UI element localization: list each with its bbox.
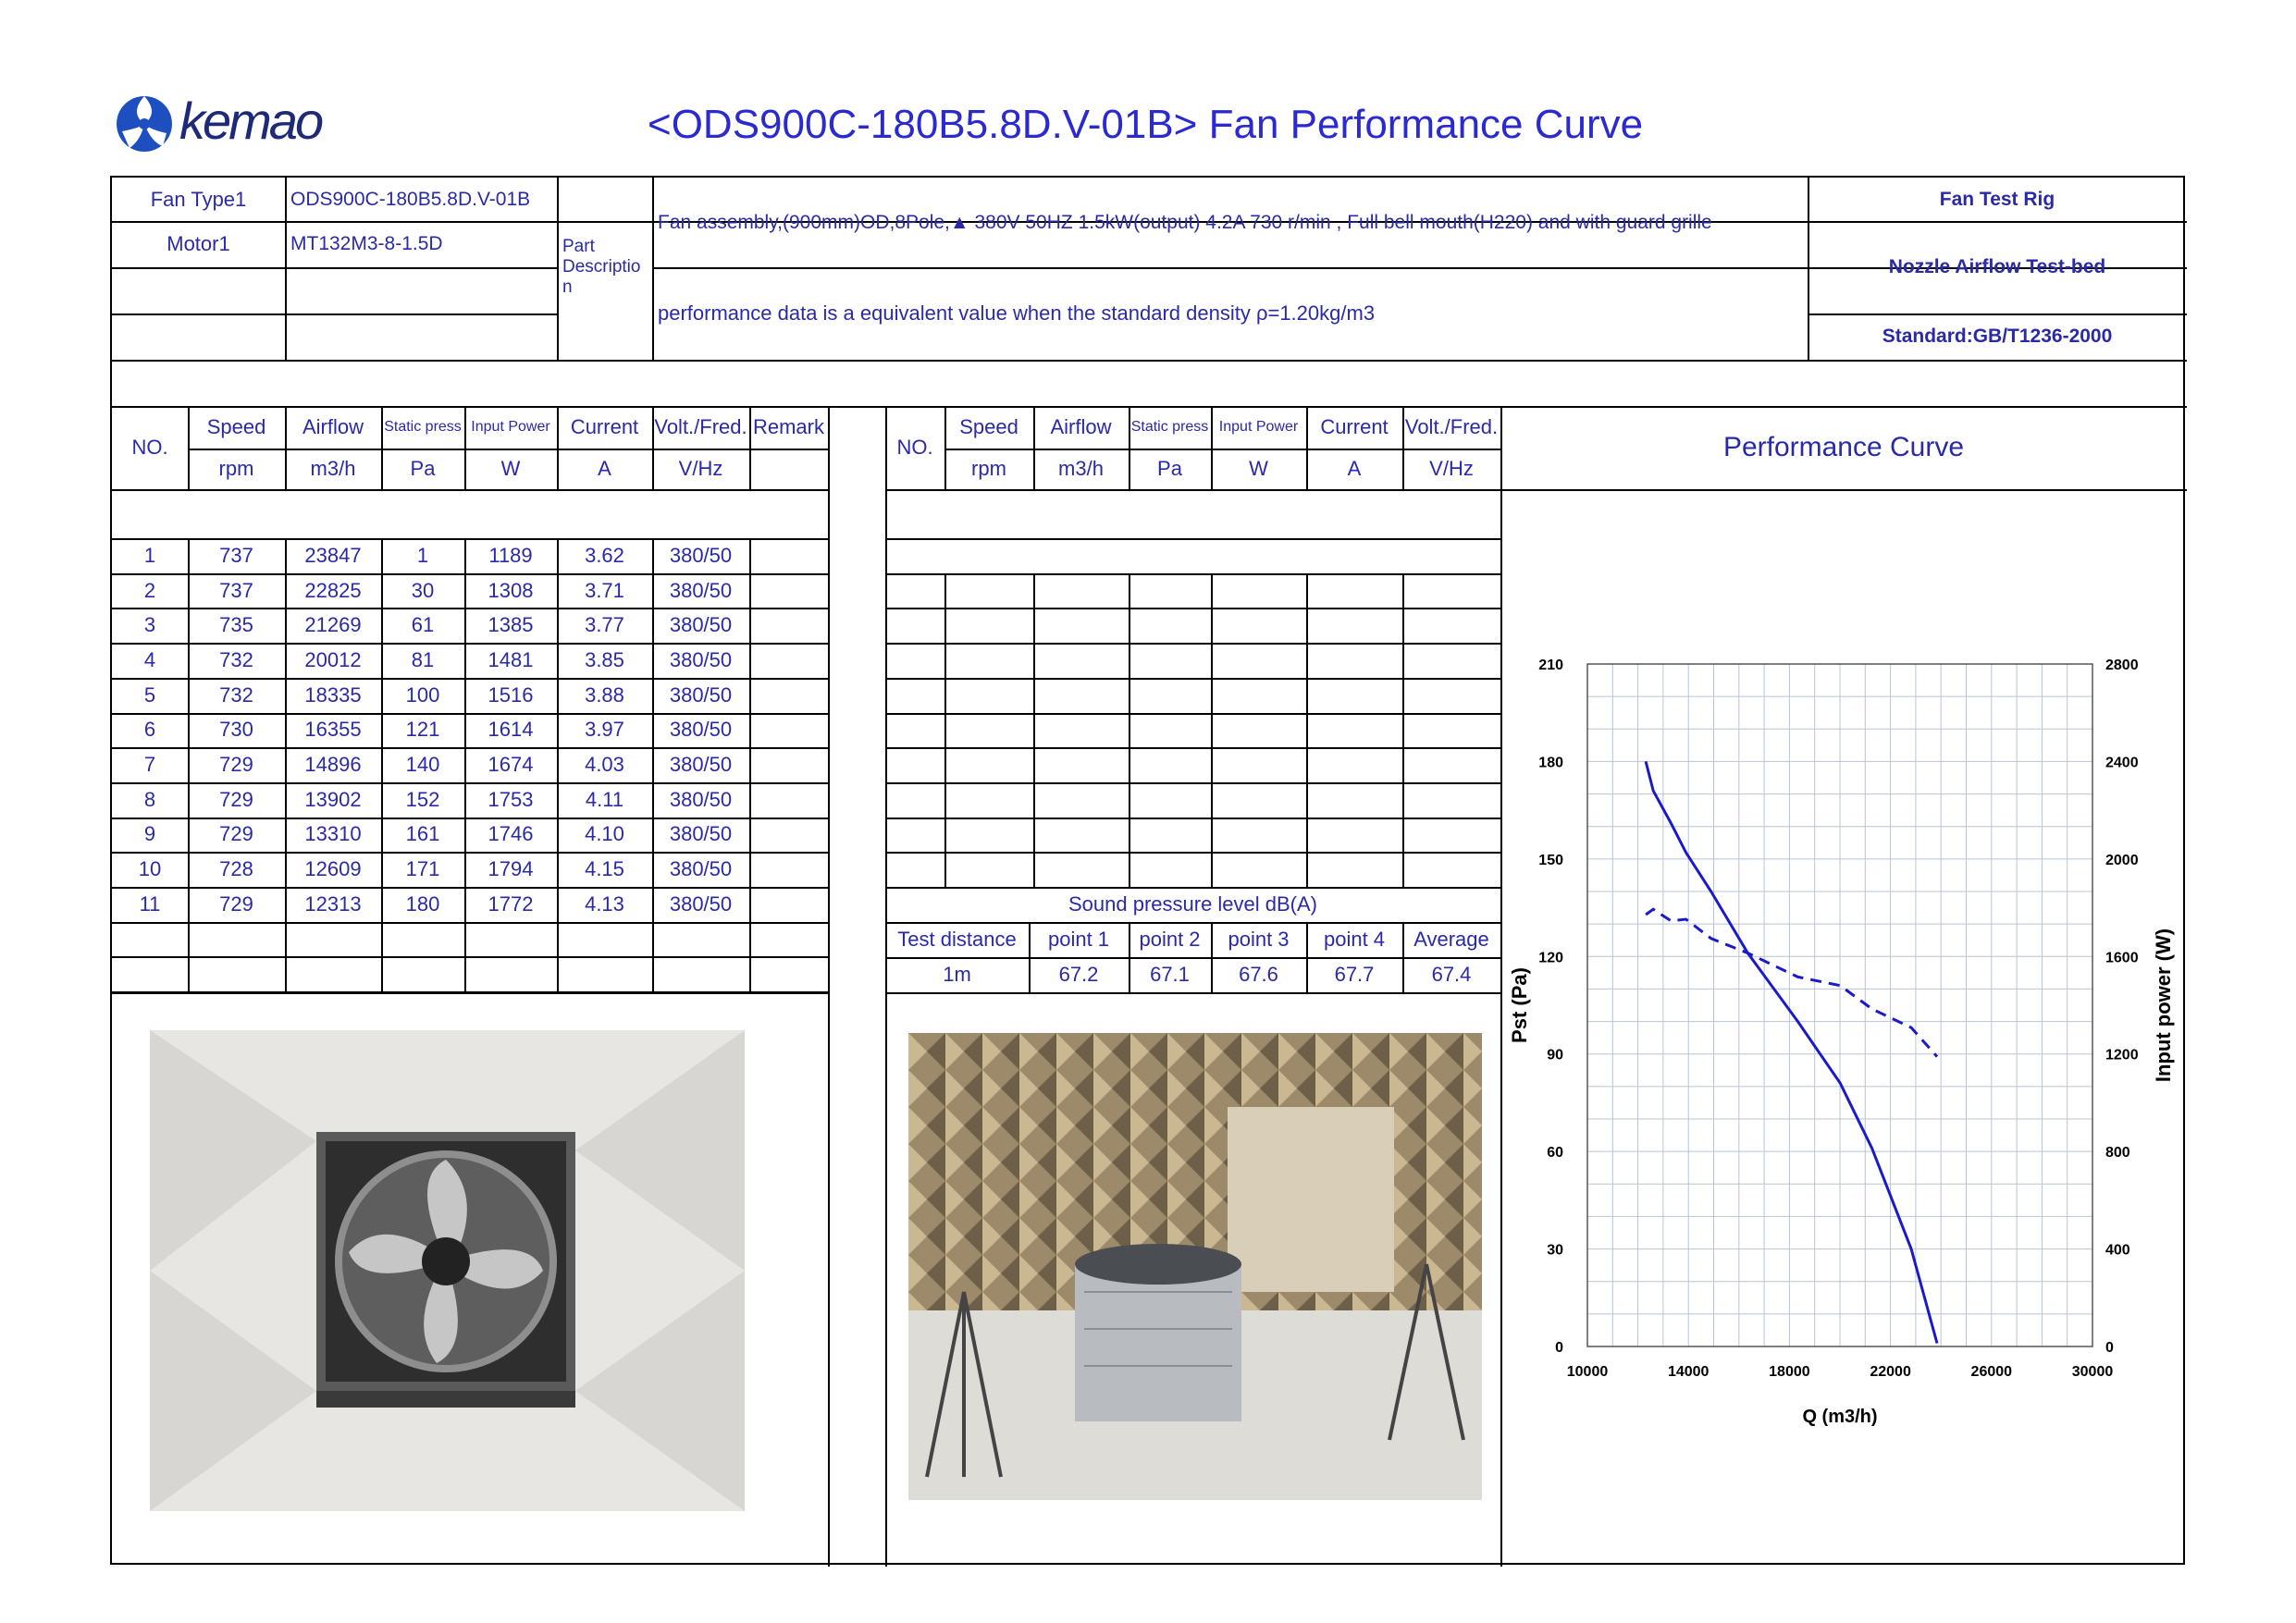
grid-line [188, 956, 190, 991]
table-cell: 729 [219, 753, 253, 777]
motor-value: MT132M3-8-1.5D [290, 233, 443, 254]
grid-line [112, 360, 2187, 362]
grid-line [828, 887, 830, 922]
grid-line [749, 782, 751, 818]
grid-line [1306, 782, 1308, 818]
table-cell: 380/50 [669, 578, 733, 602]
grid-line [1306, 852, 1308, 887]
table-cell: 730 [219, 718, 253, 742]
grid-line [381, 956, 383, 991]
y2-tick-label: 2400 [2105, 755, 2139, 771]
th-3: Static press [384, 419, 462, 435]
page-title: <ODS900C-180B5.8D.V-01B> Fan Performance Curve [648, 102, 1644, 147]
grid-line [1033, 678, 1035, 713]
table-cell: 1308 [488, 578, 534, 602]
grid-line [557, 922, 559, 956]
performance-curve-title: Performance Curve [1722, 432, 1965, 462]
table-cell: 1794 [488, 857, 534, 881]
table-cell: 61 [411, 613, 435, 637]
grid-line [828, 922, 830, 956]
grid-line [1402, 747, 1404, 782]
th-unit-0: rpm [218, 457, 254, 480]
table-cell: 4.10 [585, 822, 624, 846]
grid-line [944, 573, 946, 608]
table-cell: 1189 [488, 543, 533, 567]
th2-unit-0: rpm [971, 457, 1006, 480]
grid-line [1402, 643, 1404, 678]
grid-line [1211, 818, 1213, 852]
th-6: Volt./Fred. [654, 415, 747, 438]
th2-4: Input Power [1218, 419, 1299, 435]
series-line-0 [1646, 761, 1937, 1343]
y2-tick-label: 2800 [2105, 658, 2139, 673]
grid-line [285, 922, 287, 956]
sound-value: 67.4 [1431, 963, 1472, 986]
part-description-2: performance data is a equivalent value when the standard density ρ=1.20kg/m3 [658, 301, 1376, 325]
table-cell: 16355 [304, 718, 362, 742]
grid-line [944, 852, 946, 887]
grid-line [1033, 782, 1035, 818]
table-cell: 11 [139, 891, 161, 916]
table-cell: 12313 [304, 891, 362, 916]
table-cell: 1481 [488, 647, 534, 671]
grid-line [749, 643, 751, 678]
table-cell: 380/50 [669, 647, 733, 671]
y2-tick-label: 800 [2105, 1145, 2130, 1162]
grid-line [652, 956, 654, 991]
grid-line [1402, 852, 1404, 887]
grid-line [828, 643, 830, 678]
grid-line [749, 922, 751, 956]
grid-line [828, 608, 830, 643]
x-tick-label: 30000 [2071, 1364, 2114, 1380]
table-cell: 729 [219, 822, 253, 846]
part-description-1: Fan assembly,(900mm)OD,8Pole,▲ 380V 50HZ 1.5kW(output) 4.2A 730 r/min , Full bell mouth(H220) and with guard grille [658, 211, 1712, 233]
table-cell: 3 [143, 613, 156, 637]
table-cell: 30 [411, 578, 435, 602]
grid-line [1306, 678, 1308, 713]
grid-line [285, 956, 287, 991]
grid-line [749, 608, 751, 643]
table-cell: 735 [219, 613, 253, 637]
grid-line [1211, 678, 1213, 713]
grid-line [464, 922, 466, 956]
sound-title: Sound pressure level dB(A) [1068, 892, 1318, 916]
grid-line [885, 818, 1500, 819]
table-cell: 380/50 [669, 682, 733, 707]
motor-label: Motor1 [167, 232, 230, 255]
grid-line [944, 608, 946, 643]
grid-line [1129, 678, 1130, 713]
sound-header: point 3 [1228, 928, 1290, 951]
fan-type-label: Fan Type1 [150, 187, 247, 211]
table-cell: 380/50 [669, 543, 733, 567]
table-cell: 21269 [304, 613, 362, 637]
x-tick-label: 14000 [1667, 1364, 1710, 1380]
grid-line [1129, 852, 1130, 887]
table-cell: 380/50 [669, 822, 733, 846]
table-cell: 14896 [304, 753, 362, 777]
table-cell: 380/50 [669, 891, 733, 916]
table-cell: 3.77 [585, 613, 624, 637]
grid-line [1129, 747, 1130, 782]
table-cell: 380/50 [669, 753, 733, 777]
grid-line [749, 538, 751, 573]
x-axis-label: Q (m3/h) [1802, 1407, 1878, 1427]
anechoic-chamber-photo [908, 1033, 1482, 1500]
grid-line [1129, 713, 1130, 747]
grid-line [1033, 818, 1035, 852]
table-cell: 13902 [304, 787, 362, 811]
grid-line [1306, 608, 1308, 643]
grid-line [944, 782, 946, 818]
grid-line [1306, 573, 1308, 608]
table-cell: 3.71 [585, 578, 624, 602]
grid-line [1211, 573, 1213, 608]
sound-header: point 1 [1047, 928, 1110, 951]
table-cell: 18335 [304, 682, 362, 707]
grid-line [828, 956, 830, 991]
y-tick-label: 150 [1538, 852, 1563, 868]
grid-line [1129, 818, 1130, 852]
grid-line [1033, 713, 1035, 747]
grid-line [1033, 747, 1035, 782]
table-cell: 737 [219, 578, 253, 602]
logo-text: kemao [179, 92, 322, 150]
table-cell: 140 [405, 753, 440, 777]
table-cell: 732 [219, 647, 253, 671]
sound-header: point 4 [1323, 928, 1386, 951]
y2-tick-label: 1600 [2105, 950, 2139, 966]
performance-chart [1500, 640, 2203, 1472]
grid-line [828, 713, 830, 747]
grid-line [1211, 747, 1213, 782]
grid-line [1033, 643, 1035, 678]
th2-unit-5: V/Hz [1429, 457, 1474, 480]
table-cell: 12609 [304, 857, 362, 881]
grid-line [885, 852, 1500, 854]
grid-line [944, 818, 946, 852]
th-7: Remark [752, 415, 824, 438]
grid-line [1211, 608, 1213, 643]
table-cell: 1516 [488, 682, 534, 707]
grid-line [749, 956, 751, 991]
sound-value: 67.1 [1150, 963, 1190, 986]
grid-line [749, 887, 751, 922]
table-cell: 23847 [304, 543, 362, 567]
table-cell: 1 [143, 543, 156, 567]
grid-line [1129, 608, 1130, 643]
table-cell: 4.13 [585, 891, 624, 916]
grid-line [885, 992, 1500, 994]
grid-line [749, 678, 751, 713]
table-cell: 737 [219, 543, 253, 567]
table-cell: 1674 [488, 753, 534, 777]
th2-2: Airflow [1050, 415, 1112, 438]
y2-tick-label: 400 [2105, 1242, 2130, 1259]
y-tick-label: 210 [1538, 658, 1563, 673]
table-cell: 22825 [304, 578, 362, 602]
grid-line [828, 818, 830, 852]
grid-line [112, 267, 557, 269]
table-cell: 9 [143, 822, 156, 846]
table-cell: 1772 [488, 891, 534, 916]
grid-line [1306, 713, 1308, 747]
y-tick-label: 30 [1547, 1242, 1563, 1259]
th2-unit-1: m3/h [1058, 457, 1104, 480]
fan-type-value: ODS900C-180B5.8D.V-01B [290, 188, 531, 210]
grid-line [749, 818, 751, 852]
table-cell: 161 [405, 822, 440, 846]
table-cell: 3.88 [585, 682, 624, 707]
th2-unit-3: W [1249, 457, 1268, 480]
test-rig-label: Fan Test Rig [1939, 188, 2055, 210]
test-rig-value: Nozzle Airflow Test-bed [1888, 256, 2106, 277]
table-cell: 380/50 [669, 613, 733, 637]
grid-line [1402, 818, 1404, 852]
table-cell: 7 [143, 753, 156, 777]
grid-line [1211, 852, 1213, 887]
grid-line [944, 747, 946, 782]
grid-line [1211, 713, 1213, 747]
table-cell: 4.15 [585, 857, 624, 881]
th2-3: Static press [1130, 419, 1209, 435]
grid-line [885, 747, 1500, 749]
table-cell: 732 [219, 682, 253, 707]
grid-line [885, 643, 1500, 645]
th-unit-3: W [500, 457, 521, 480]
th-1: Speed [206, 415, 266, 438]
table-cell: 1385 [488, 613, 534, 637]
grid-line [944, 678, 946, 713]
y2-axis-label: Input power (W) [2152, 928, 2175, 1083]
grid-line [1129, 573, 1130, 608]
grid-line [749, 573, 751, 608]
table-cell: 1753 [488, 787, 534, 811]
table-cell: 152 [405, 787, 440, 811]
grid-line [828, 747, 830, 782]
grid-line [828, 678, 830, 713]
grid-line [464, 956, 466, 991]
grid-line [1033, 852, 1035, 887]
data-sheet [110, 176, 2185, 1565]
grid-line [1306, 818, 1308, 852]
grid-line [1129, 782, 1130, 818]
th-unit-1: m3/h [310, 457, 356, 480]
x-tick-label: 10000 [1566, 1364, 1609, 1380]
grid-line [749, 852, 751, 887]
sound-header: Average [1413, 928, 1489, 951]
y-tick-label: 60 [1547, 1145, 1563, 1162]
th2-unit-4: A [1347, 457, 1362, 480]
fan-photo [150, 1030, 745, 1511]
table-cell: 81 [411, 647, 435, 671]
th2-unit-2: Pa [1157, 457, 1182, 480]
table-cell: 3.85 [585, 647, 624, 671]
sound-value: 1m [943, 963, 971, 986]
kemao-logo-mark-icon [113, 85, 178, 159]
grid-line [1402, 713, 1404, 747]
grid-line [944, 643, 946, 678]
th-unit-5: V/Hz [678, 457, 723, 480]
x-tick-label: 26000 [1970, 1364, 2013, 1380]
table-cell: 380/50 [669, 787, 733, 811]
grid-line [1211, 643, 1213, 678]
sound-value: 67.2 [1058, 963, 1099, 986]
table-cell: 2 [143, 578, 156, 602]
table-cell: 13310 [304, 822, 362, 846]
y-tick-label: 180 [1538, 755, 1563, 771]
grid-line [1402, 782, 1404, 818]
table-cell: 4.11 [585, 787, 624, 811]
th2-no: NO. [896, 436, 933, 459]
part-description-label: Part Descriptio n [562, 237, 641, 297]
table-cell: 1746 [488, 822, 534, 846]
sound-header: point 2 [1139, 928, 1201, 951]
th-no: NO. [131, 436, 168, 459]
table-cell: 171 [405, 857, 440, 881]
grid-line [1402, 573, 1404, 608]
grid-line [885, 489, 2187, 491]
grid-line [749, 713, 751, 747]
table-cell: 4 [143, 647, 156, 671]
table-cell: 3.62 [585, 543, 624, 567]
y-tick-label: 90 [1547, 1047, 1563, 1064]
table-cell: 728 [219, 857, 253, 881]
grid-line [112, 956, 828, 958]
th2-6: Volt./Fred. [1404, 415, 1499, 438]
grid-line [1306, 643, 1308, 678]
grid-line [557, 956, 559, 991]
grid-line [885, 713, 1500, 715]
grid-line [112, 314, 557, 315]
table-cell: 20012 [304, 647, 362, 671]
table-cell: 100 [405, 682, 440, 707]
grid-line [1306, 747, 1308, 782]
table-cell: 5 [143, 682, 156, 707]
kemao-logo [113, 85, 353, 168]
grid-line [885, 538, 1500, 540]
x-tick-label: 22000 [1870, 1364, 1911, 1380]
table-cell: 10 [138, 857, 162, 881]
table-cell: 380/50 [669, 857, 733, 881]
grid-line [749, 747, 751, 782]
table-cell: 4.03 [585, 753, 624, 777]
y-axis-label: Pst (Pa) [1508, 967, 1531, 1043]
grid-line [1129, 643, 1130, 678]
grid-line [112, 922, 828, 924]
grid-line [828, 782, 830, 818]
grid-line [828, 573, 830, 608]
grid-line [652, 922, 654, 956]
y2-tick-label: 0 [2105, 1340, 2114, 1356]
table-cell: 1614 [488, 718, 534, 742]
th2-1: Speed [959, 415, 1018, 438]
table-cell: 3.97 [585, 718, 624, 742]
grid-line [112, 489, 828, 491]
th-2: Airflow [302, 415, 364, 438]
grid-line [885, 573, 1500, 575]
grid-line [1402, 608, 1404, 643]
grid-line [112, 992, 828, 994]
standard-label: Standard:GB/T1236-2000 [1882, 326, 2113, 347]
table-cell: 1 [416, 543, 429, 567]
th-5: Current [570, 415, 639, 438]
table-cell: 121 [405, 718, 440, 742]
grid-line [1033, 573, 1035, 608]
grid-line [885, 608, 1500, 609]
y-tick-label: 0 [1555, 1340, 1563, 1356]
th-4: Input Power [471, 419, 550, 435]
y2-tick-label: 2000 [2105, 852, 2139, 868]
grid-line [944, 713, 946, 747]
grid-line [885, 782, 1500, 784]
th-unit-2: Pa [410, 457, 436, 480]
grid-line [381, 922, 383, 956]
grid-line [828, 538, 830, 573]
sound-header: Test distance [897, 928, 1017, 951]
grid-line [1033, 608, 1035, 643]
grid-line [188, 922, 190, 956]
y-tick-label: 120 [1538, 950, 1563, 966]
series-line-1 [1646, 909, 1937, 1056]
table-cell: 6 [143, 718, 156, 742]
y2-tick-label: 1200 [2105, 1047, 2139, 1064]
table-cell: 729 [219, 891, 253, 916]
grid-line [885, 678, 1500, 680]
th-unit-4: A [598, 457, 611, 480]
x-tick-label: 18000 [1769, 1364, 1810, 1380]
table-cell: 380/50 [669, 718, 733, 742]
grid-line [1402, 678, 1404, 713]
sound-value: 67.6 [1239, 963, 1278, 986]
grid-line [828, 852, 830, 887]
th2-5: Current [1320, 415, 1389, 438]
grid-line [1211, 782, 1213, 818]
table-cell: 8 [143, 787, 156, 811]
table-cell: 180 [405, 891, 440, 916]
table-cell: 729 [219, 787, 253, 811]
sound-value: 67.7 [1334, 963, 1375, 986]
